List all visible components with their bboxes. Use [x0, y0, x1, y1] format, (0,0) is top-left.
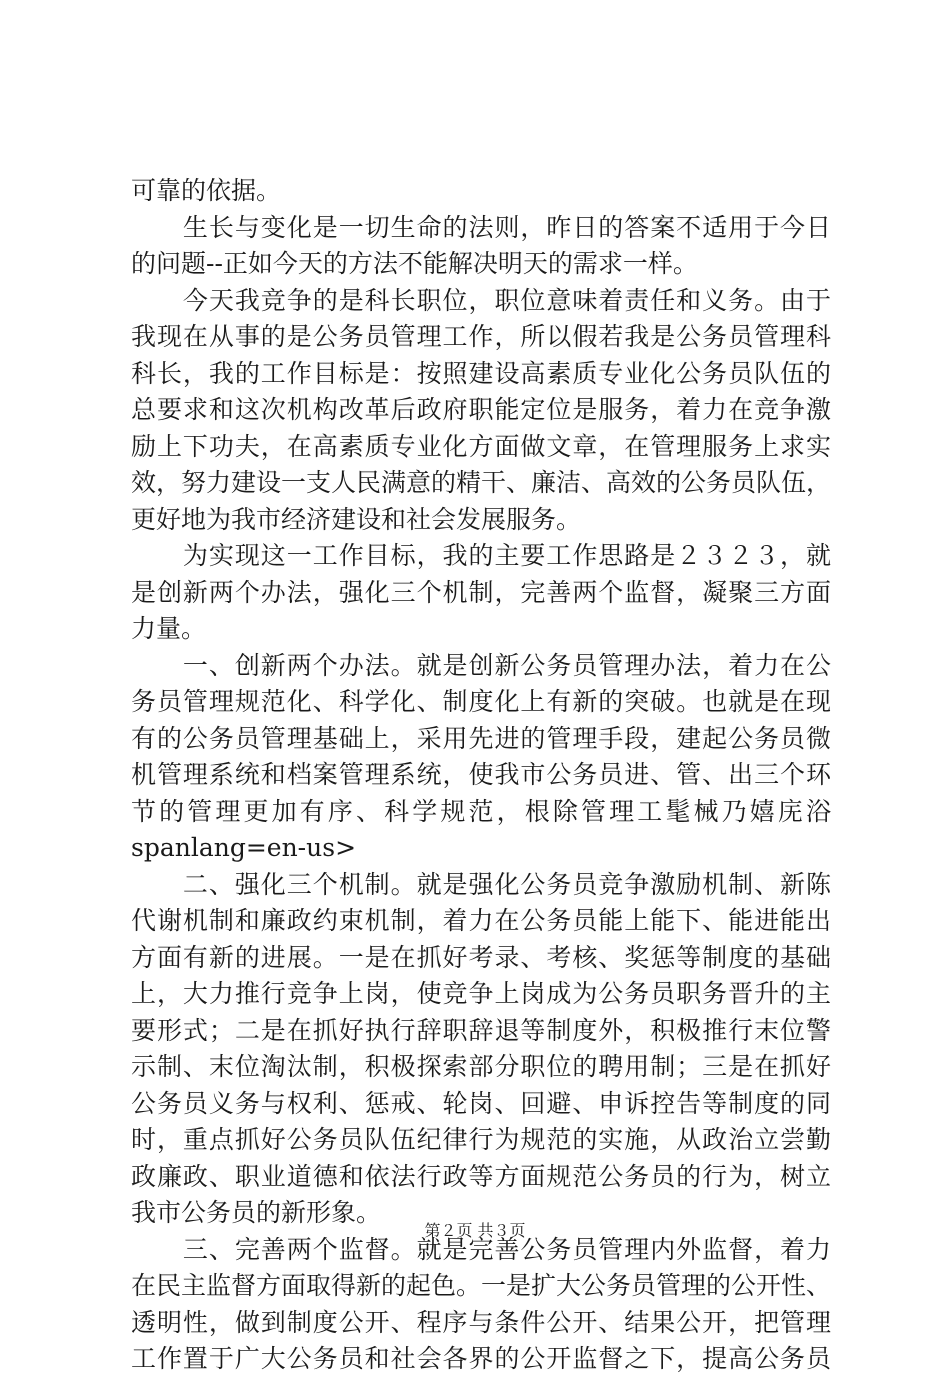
text-line: 务员管理规范化、科学化、制度化上有新的突破。也就是在现 — [131, 687, 831, 716]
text-line: 透明性，做到制度公开、程序与条件公开、结果公开，把管理 — [131, 1307, 831, 1337]
body-text — [131, 173, 831, 1378]
text-line: 机管理系统和档案管理系统，使我市公务员进、管、出三个环 — [131, 760, 831, 789]
text-line: 上，大力推行竞争上岗，使竞争上岗成为公务员职务晋升的主 — [131, 979, 831, 1008]
text-line: 科长，我的工作目标是：按照建设高素质专业化公务员队伍的 — [131, 358, 831, 388]
text-line: 的问题--正如今天的方法不能解决明天的需求一样。 — [131, 249, 698, 278]
text-line: spanlang=en-us> — [131, 833, 357, 862]
page-footer: 第２页 共３页 — [424, 1221, 526, 1240]
text-line: 二、强化三个机制。就是强化公务员竞争激励机制、新陈 — [131, 869, 831, 899]
text-line: 要形式；二是在抓好执行辞职辞退等制度外，积极推行末位警 — [131, 1015, 831, 1045]
text-line: 公务员义务与权利、惩戒、轮岗、回避、申诉控告等制度的同 — [131, 1088, 831, 1118]
text-line: 在民主监督方面取得新的起色。一是扩大公务员管理的公开性、 — [131, 1271, 832, 1300]
text-line: 时，重点抓好公务员队伍纪律行为规范的实施，从政治立尝勤 — [131, 1125, 831, 1154]
text-line: 是创新两个办法，强化三个机制，完善两个监督，凝聚三方面 — [131, 577, 831, 607]
text-line: 政廉政、职业道德和依法行政等方面规范公务员的行为，树立 — [131, 1161, 831, 1191]
text-line: 我市公务员的新形象。 — [131, 1198, 382, 1227]
text-line: 代谢机制和廉政约束机制，着力在公务员能上能下、能进能出 — [131, 906, 831, 935]
text-line: 可靠的依据。 — [131, 176, 282, 205]
text-line: 生长与变化是一切生命的法则，昨日的答案不适用于今日 — [131, 212, 831, 242]
text-line: 总要求和这次机构改革后政府职能定位是服务，着力在竞争激 — [131, 395, 831, 424]
text-line: 力量。 — [131, 614, 207, 643]
text-line: 今天我竞争的是科长职位，职位意味着责任和义务。由于 — [131, 285, 831, 315]
text-line: 效，努力建设一支人民满意的精干、廉洁、高效的公务员队伍， — [131, 468, 832, 497]
text-line: 方面有新的进展。一是在抓好考录、考核、奖惩等制度的基础 — [131, 942, 831, 972]
text-line: 一、创新两个办法。就是创新公务员管理办法，着力在公 — [131, 650, 831, 680]
text-line: 节的管理更加有序、科学规范，根除管理工髦械乃嬉庑浴 — [131, 796, 831, 826]
text-line: 示制、末位淘汰制，积极探索部分职位的聘用制；三是在抓好 — [131, 1052, 831, 1081]
text-line: 更好地为我市经济建设和社会发展服务。 — [131, 504, 582, 534]
text-line: 我现在从事的是公务员管理工作，所以假若我是公务员管理科 — [131, 322, 831, 351]
text-line: 有的公务员管理基础上，采用先进的管理手段，建起公务员微 — [131, 723, 831, 753]
text-line: 三、完善两个监督。就是完善公务员管理内外监督，着力 — [131, 1234, 831, 1264]
text-line: 工作置于广大公务员和社会各界的公开监督之下，提高公务员 — [131, 1344, 831, 1373]
text-line: 为实现这一工作目标，我的主要工作思路是２３２３，就 — [131, 541, 831, 570]
text-line: 励上下功夫，在高素质专业化方面做文章，在管理服务上求实 — [131, 431, 831, 461]
